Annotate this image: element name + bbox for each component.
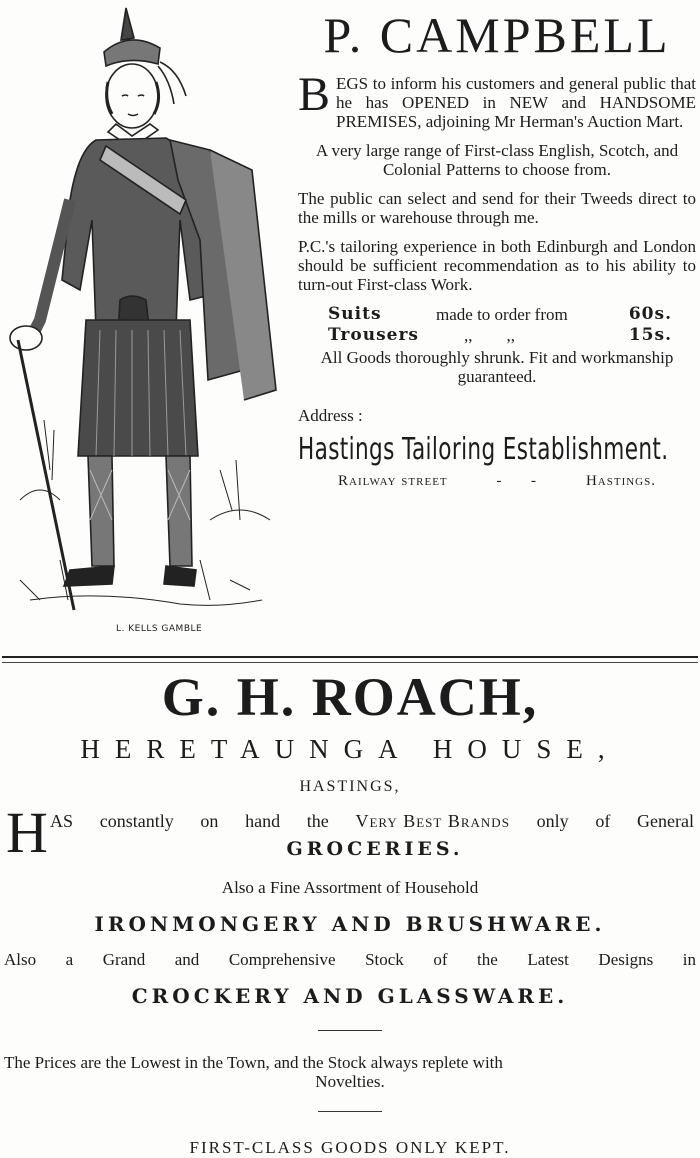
- illustration-signature: L. KELLS GAMBLE: [116, 624, 203, 634]
- short-rule: [318, 1111, 382, 1112]
- campbell-intro-text: EGS to inform his customers and general public that he has OPENED in NEW and HANDSOME PREMISES, adjoining Mr Herman's Auction Mart.: [336, 74, 696, 131]
- price-value: 60s.: [628, 304, 672, 324]
- word: constantly: [99, 811, 174, 831]
- establishment-name: Hastings Tailoring Establishment.: [298, 432, 669, 467]
- street-dash: - -: [496, 473, 538, 489]
- word: the: [477, 950, 498, 969]
- price-middle: ,, ,,: [464, 326, 515, 345]
- word-best-brands: Very Best Brands: [355, 811, 510, 831]
- word: a: [65, 950, 74, 969]
- word: Designs: [598, 950, 654, 969]
- prices-line: The Prices are the Lowest in the Town, and the Stock always replete with: [4, 1053, 503, 1072]
- highlander-illustration: [0, 0, 292, 650]
- address-label: Address :: [298, 406, 363, 425]
- word: of: [595, 811, 611, 831]
- prices-line-novelties: Novelties.: [315, 1072, 385, 1091]
- price-row-suits: [298, 304, 696, 325]
- campbell-intro-dropcap: B: [298, 68, 331, 121]
- roach-title: G. H. ROACH,: [161, 667, 539, 727]
- grand-stock-line: [0, 950, 700, 970]
- word: hand: [245, 811, 281, 831]
- price-value: 15s.: [628, 325, 672, 345]
- word: Latest: [527, 950, 569, 969]
- short-rule: [318, 1030, 382, 1031]
- prices-paragraph: [0, 1053, 700, 1091]
- word: on: [200, 811, 219, 831]
- campbell-intro: [298, 68, 696, 131]
- roach-house-name: HERETAUNGA HOUSE,: [80, 734, 620, 764]
- roach-dropcap: H: [6, 800, 48, 865]
- campbell-price-list: [298, 304, 696, 346]
- roach-has-line: [0, 800, 700, 865]
- campbell-range-text: A very large range of First-class English, Scotch, and Colonial Patterns to choose from.: [315, 141, 679, 179]
- word: Grand: [102, 950, 146, 969]
- roach-advertisement: [0, 668, 700, 1158]
- roach-has-words: [50, 810, 694, 832]
- street-name: Railway street: [338, 473, 448, 489]
- price-row-trousers: [298, 325, 696, 346]
- word: in: [682, 950, 696, 969]
- word: and: [174, 950, 200, 969]
- advertisement-divider: [2, 656, 698, 663]
- campbell-experience-text: P.C.'s tailoring experience in both Edinburgh and London should be sufficient recommendation as to his ability to turn-out First-class Work.: [298, 237, 696, 294]
- price-item: Suits: [328, 304, 382, 324]
- campbell-guarantee: All Goods thoroughly shrunk. Fit and workmanship guaranteed.: [320, 348, 674, 386]
- price-item: Trousers: [328, 325, 419, 345]
- street-town: Hastings.: [585, 473, 656, 489]
- word: only: [536, 811, 569, 831]
- word: General: [637, 811, 694, 831]
- campbell-text-column: [298, 6, 696, 490]
- word: Also: [4, 950, 37, 969]
- word: Comprehensive: [228, 950, 336, 969]
- campbell-title: P. CAMPBELL: [323, 7, 671, 63]
- campbell-public-text: The public can select and send for their Tweeds direct to the mills or warehouse through me.: [298, 189, 696, 227]
- street-address: [298, 473, 696, 490]
- household-line: Also a Fine Assortment of Household: [221, 878, 479, 897]
- word: Stock: [365, 950, 404, 969]
- word: of: [433, 950, 448, 969]
- word: AS: [50, 811, 74, 831]
- groceries-heading: GROCERIES.: [286, 838, 464, 860]
- word: the: [306, 811, 329, 831]
- roach-town: HASTINGS,: [299, 778, 401, 795]
- crockery-heading: CROCKERY AND GLASSWARE.: [131, 984, 569, 1008]
- price-middle: made to order from: [436, 305, 568, 324]
- ironmongery-heading: IRONMONGERY AND BRUSHWARE.: [94, 912, 606, 936]
- highlander-figure-drawing: [0, 0, 292, 650]
- first-class-goods: FIRST-CLASS GOODS ONLY KEPT.: [189, 1138, 511, 1157]
